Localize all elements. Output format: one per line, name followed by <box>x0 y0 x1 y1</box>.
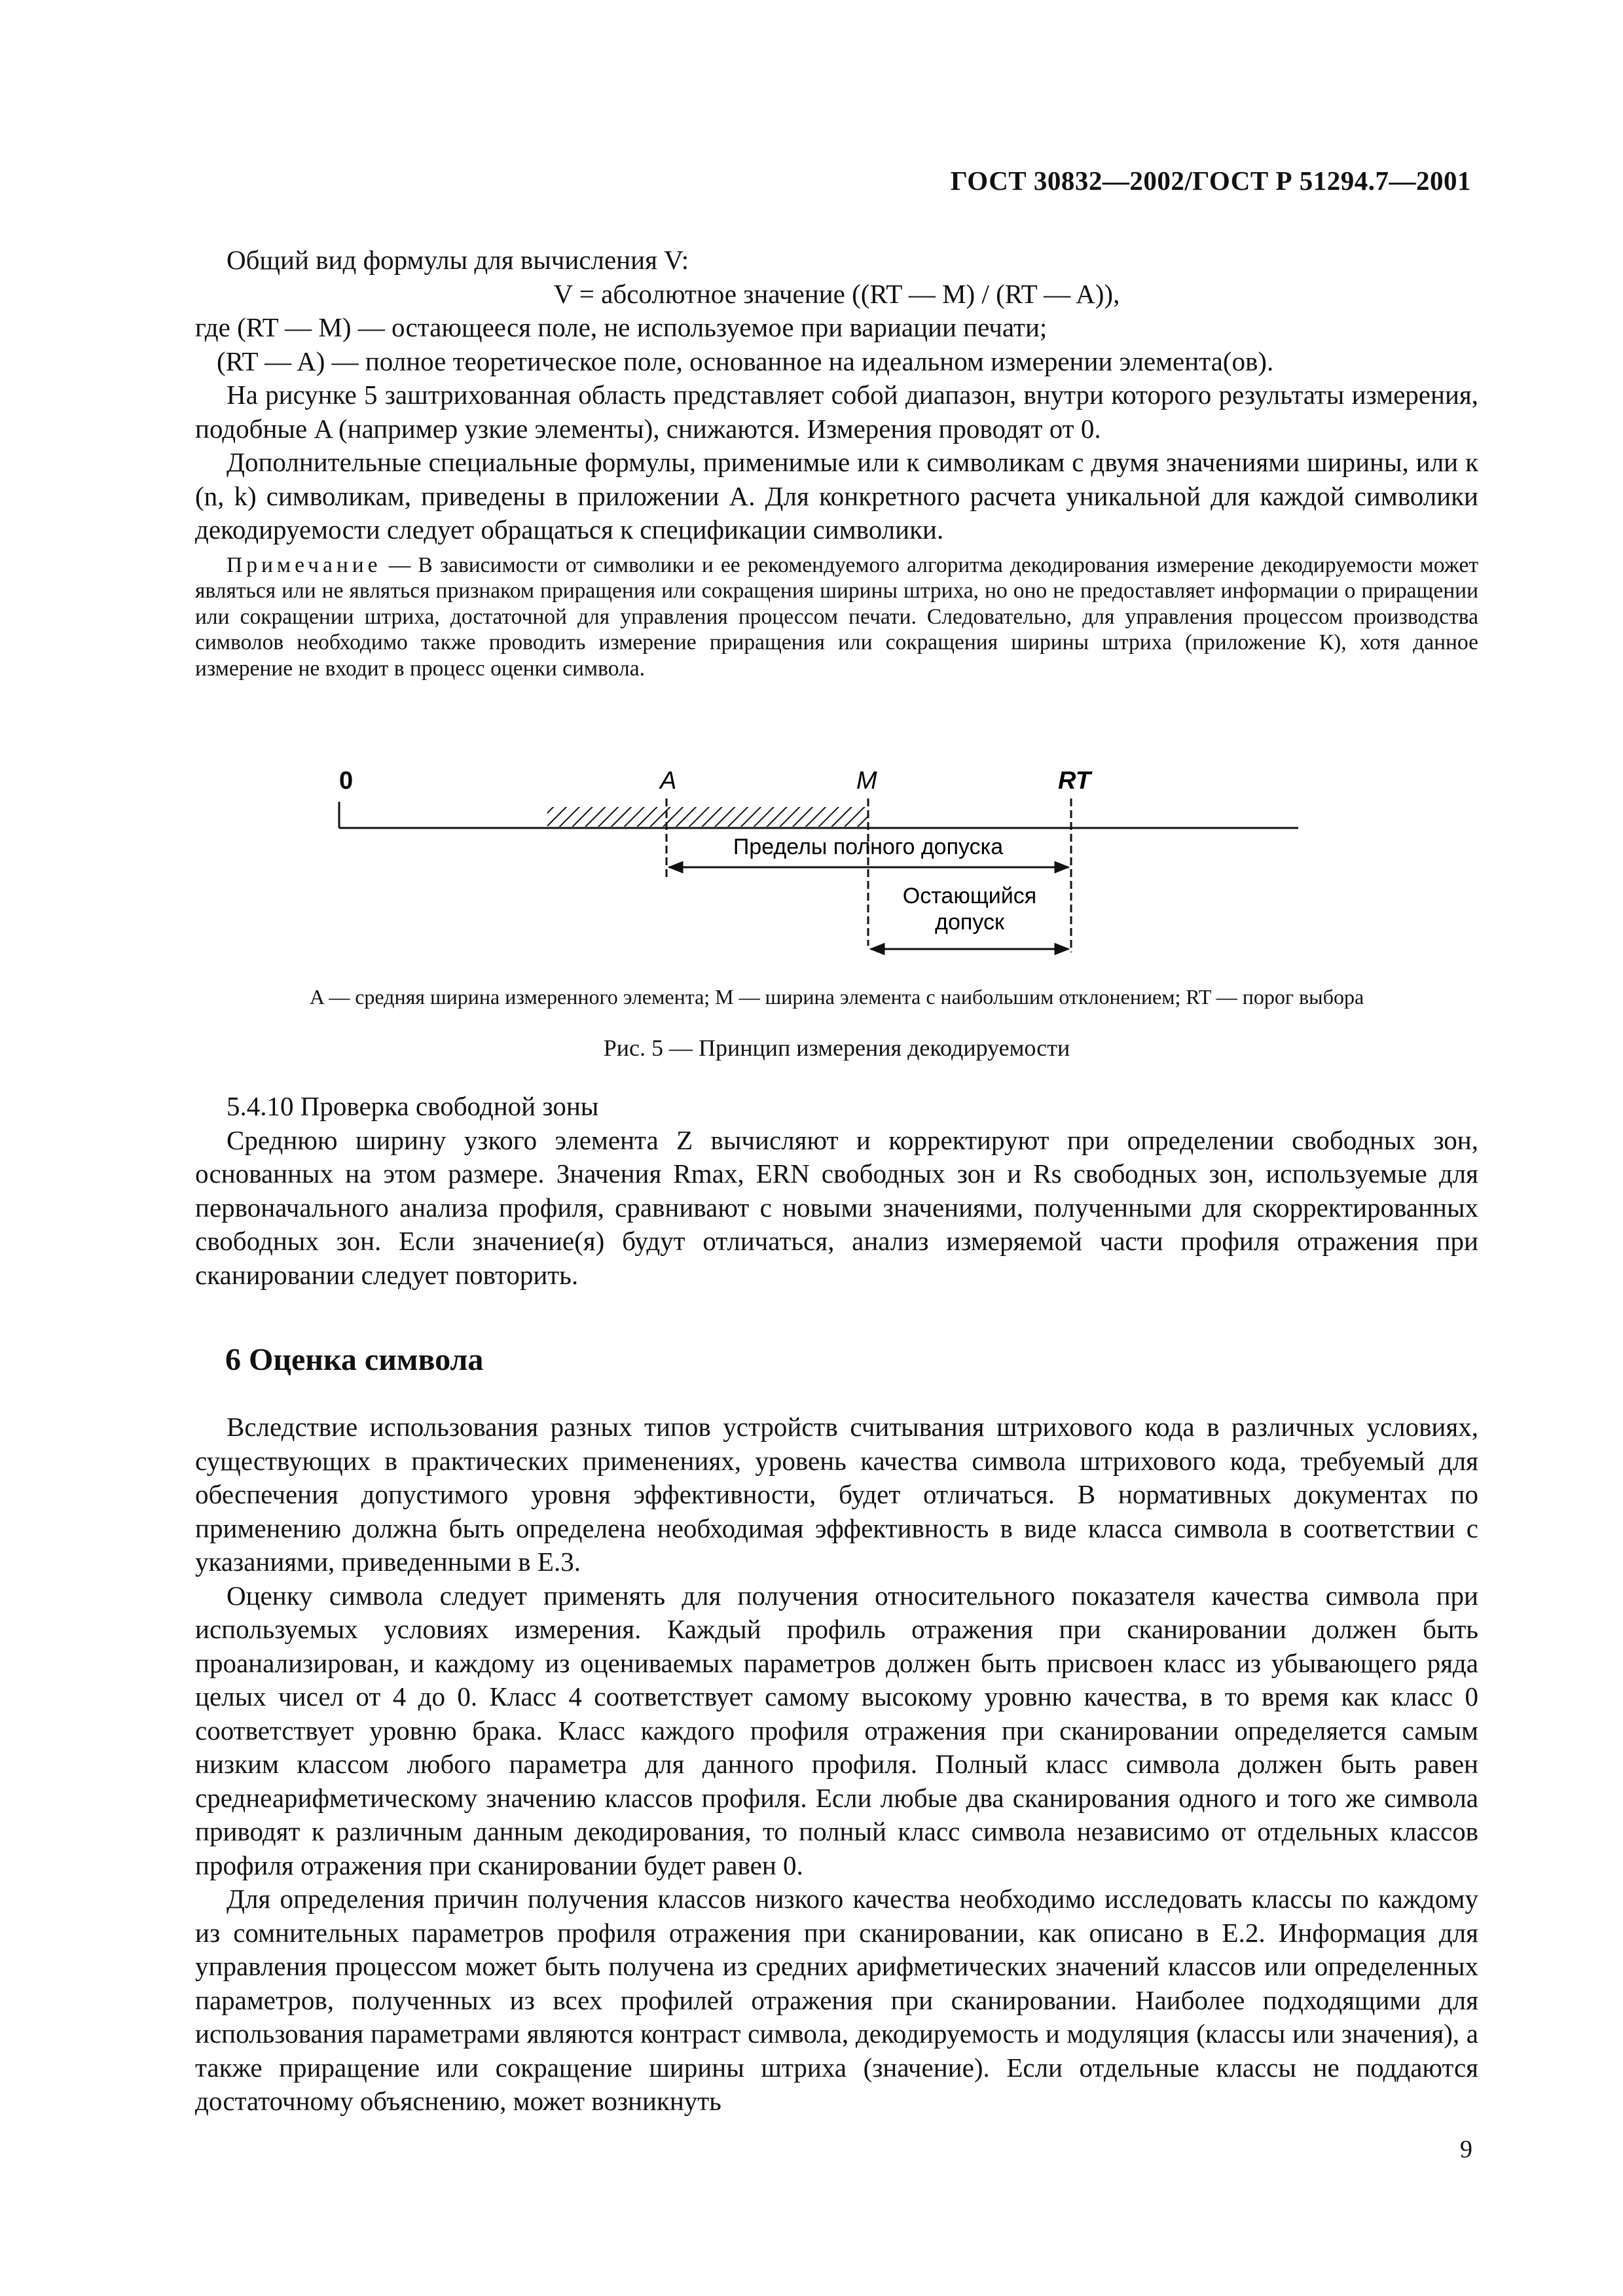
figure-caption: Рис. 5 — Принцип измерения декодируемости <box>603 1035 1070 1061</box>
formula-block <box>195 243 1478 681</box>
section-5-4-10-text: Среднюю ширину узкого элемента Z вычисляют и корректируют при определении свободных зон, основанных на этом размере. Значения Rmax, ERN свободных зон и Rs свободных зон, используемые для первоначального анализа профиля, сравнивают с новыми значениями, полученными для скорректированных свободных зон. Если значение(я) будут отличаться, анализ измеряемой части профиля отражения при сканировании следует повторить. <box>195 1124 1478 1290</box>
remaining-label-2: допуск <box>935 910 1004 935</box>
remaining-label-1: Остающийся <box>902 884 1037 908</box>
figure-legend: A — средняя ширина измеренного элемента; M — ширина элемента с наибольшим отклонением; RT — порог выбора <box>309 985 1364 1009</box>
note-text: — В зависимости от символики и ее рекомендуемого алгоритма декодирования измерение декодируемости может являться или не являться признаком приращения или сокращения ширины штриха, но оно не предоставляет информации о приращении или сокращении штриха, достаточной для управления процессом печати. Следовательно, для управления процессом производства символов необходимо также проводить измерение приращения или сокращения ширины штриха (приложение К), хотя данное измерение не входит в процесс оценки символа. <box>195 552 1478 681</box>
formula: V = абсолютное значение ((RT — M) / (RT — A)), <box>553 278 1120 309</box>
section-6-paragraph-1: Вследствие использования разных типов устройств считывания штрихового кода в различных условиях, существующих в практических применениях, уровень качества символа штрихового кода, требуемый для обеспечения допустимого уровня эффективности, будет отличаться. В нормативных документах по применению должна быть определена необходимая эффективность в виде класса символа в соответствии с указаниями, приведенными в Е.3. <box>195 1412 1478 1577</box>
note-label: Примечание <box>227 552 382 577</box>
full-tolerance-label: Пределы полного допуска <box>733 834 1004 859</box>
page-number: 9 <box>1460 2136 1472 2163</box>
formula-where-1: где (RT — M) — остающееся поле, не используемое при вариации печати; <box>195 312 1048 342</box>
hatched-region <box>547 807 868 827</box>
section-6-paragraph-2: Оценку символа следует применять для получения относительного показателя качества символа при используемых условиях измерения. Каждый профиль отражения при сканировании должен быть проанализирован, и каждому из оцениваемых параметров должен быть присвоен класс из убывающего ряда целых чисел от 4 до 0. Класс 4 соответствует самому высокому уровню качества, в то время как класс 0 соответствует уровню брака. Класс каждого профиля отражения при сканировании определяется самым низким классом любого параметра для данного профиля. Полный класс символа должен быть равен среднеарифметическому значению классов профиля. Если любые два сканирования одного и того же символа приводят к различным данным декодирования, то полный класс символа независимо от отдельных классов профиля отражения при сканировании будет равен 0. <box>195 1580 1478 1880</box>
label-zero: 0 <box>339 767 354 795</box>
formula-intro: Общий вид формулы для вычисления V: <box>227 245 689 275</box>
section-6-title: 6 Оценка символа <box>225 1342 484 1377</box>
section-5-4-10-heading: 5.4.10 Проверка свободной зоны <box>227 1091 599 1121</box>
label-m: M <box>856 767 877 795</box>
document-header: ГОСТ 30832—2002/ГОСТ Р 51294.7—2001 <box>950 166 1471 196</box>
formula-where-2: (RT — A) — полное теоретическое поле, основанное на идеальном измерении элемента(ов). <box>217 346 1274 376</box>
label-a: A <box>660 767 677 795</box>
paragraph-figure-ref: На рисунке 5 заштрихованная область представляет собой диапазон, внутри которого результаты измерения, подобные A (например узкие элементы), снижаются. Измерения проводят от 0. <box>195 380 1478 444</box>
section-5-4-10 <box>195 1090 1478 1292</box>
section-6-body <box>195 1410 1478 2119</box>
section-6-paragraph-3: Для определения причин получения классов низкого качества необходимо исследовать классы по каждому из сомнительных параметров профиля отражения при сканировании, как описано в Е.2. Информация для управления процессом может быть получена из средних арифметических значений классов или определенных параметров, полученных из всех профилей отражения при сканировании. Наиболее подходящими для использования параметрами являются контраст символа, декодируемость и модуляция (классы или значения), а также приращение или сокращение ширины штриха (значение). Если отдельные классы не поддаются достаточному объяснению, может возникнуть <box>195 1884 1478 2116</box>
figure-5-diagram <box>195 762 1478 978</box>
paragraph-special-formulas: Дополнительные специальные формулы, применимые или к символикам с двумя значениями ширины, или к (n, k) символикам, приведены в приложении А. Для конкретного расчета уникальной для каждой символики декодируемости следует обращаться к спецификации символики. <box>195 447 1478 545</box>
label-rt: RT <box>1058 767 1091 795</box>
note <box>195 552 1478 682</box>
